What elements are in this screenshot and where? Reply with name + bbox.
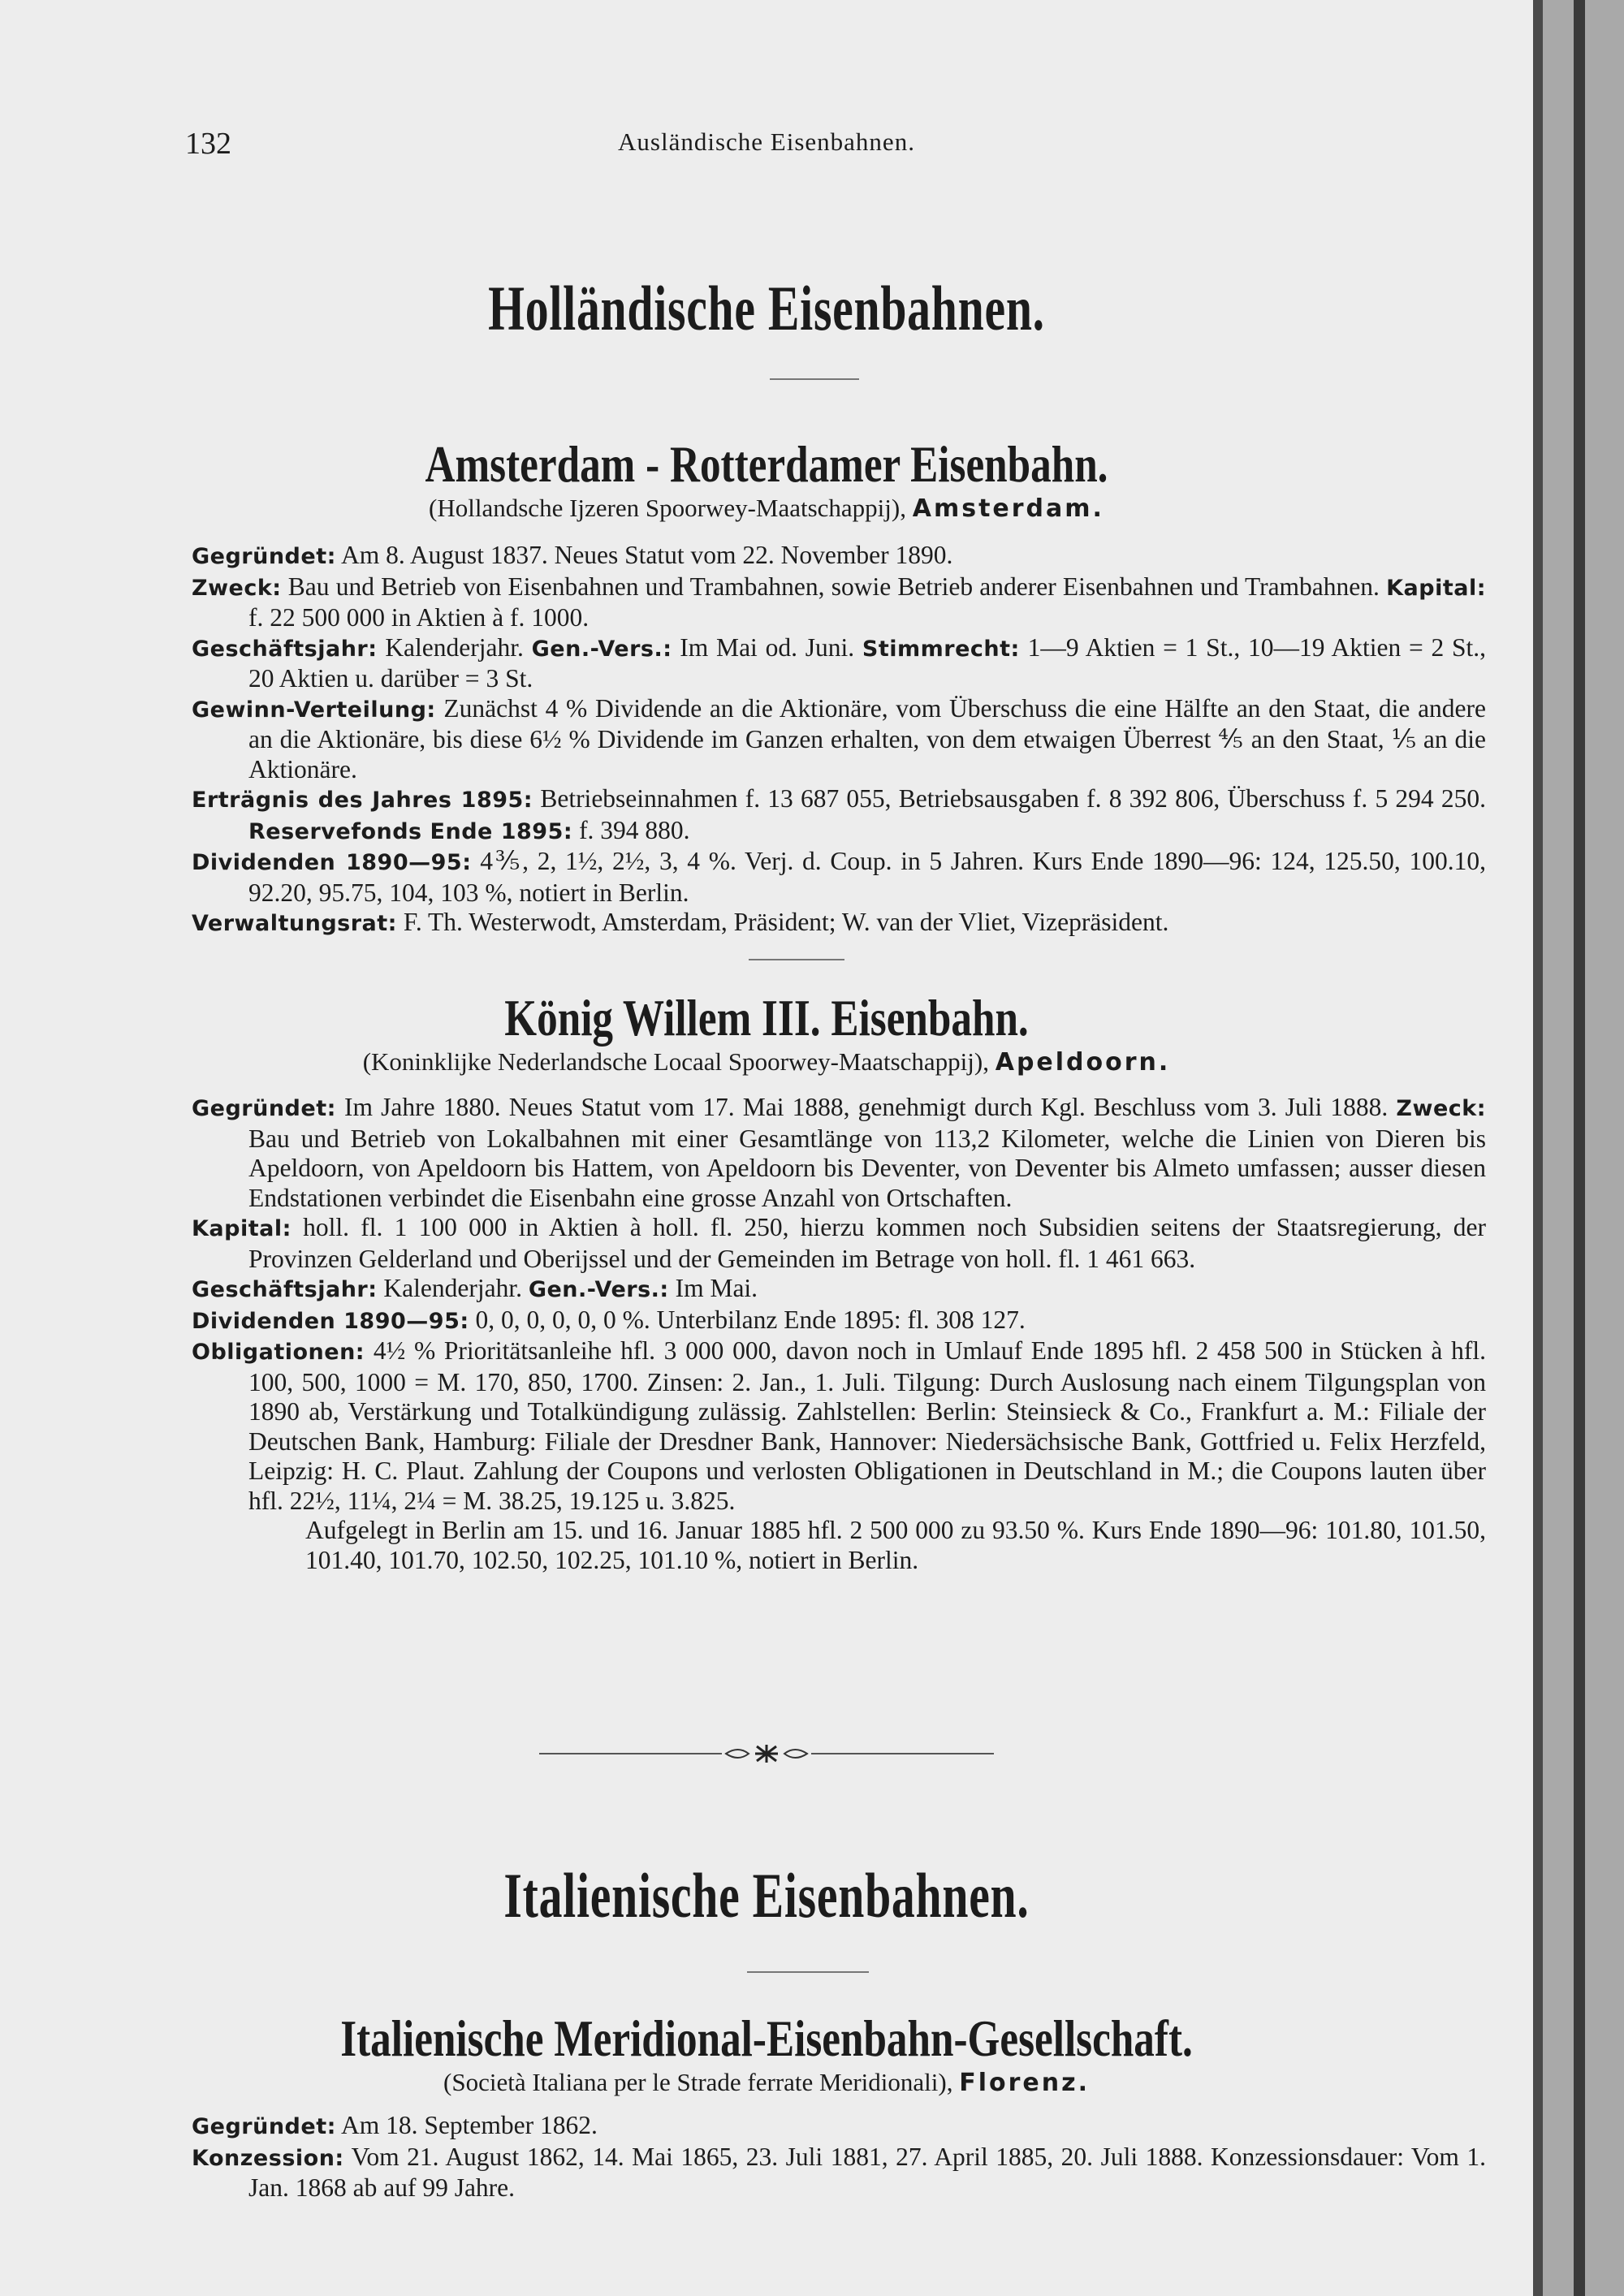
- divider: [747, 1971, 869, 1973]
- entry-line: Dividenden 1890—95: 0, 0, 0, 0, 0, 0 %. Unterbilanz Ende 1895: fl. 308 127.: [192, 1305, 1026, 1334]
- entry-line: Gegründet: Am 18. September 1862.: [192, 2111, 598, 2139]
- company-subtitle: [0, 1047, 1533, 1077]
- divider: [749, 959, 844, 960]
- company-entry: [192, 1093, 1486, 1575]
- official-name: (Hollandsche Ijzeren Spoorwey-Maatschappij),: [429, 494, 906, 522]
- section-title: Holländische Eisenbahnen.: [488, 273, 1045, 343]
- company-entry: [192, 541, 1486, 939]
- company-subtitle: [0, 494, 1533, 523]
- official-name: (Società Italiana per le Strade ferrate Meridionali),: [443, 2068, 953, 2096]
- company-subtitle: [0, 2068, 1533, 2097]
- company-title: Amsterdam - Rotterdamer Eisenbahn.: [425, 435, 1108, 493]
- ornament-icon: [539, 1741, 994, 1766]
- entry-line: Gegründet: Im Jahre 1880. Neues Statut vom 17. Mai 1888, genehmigt durch Kgl. Beschluss vom 3. Juli 1888. Zweck: Bau und Betrieb von Lokalbahnen mit einer Gesamtlänge von 113,2 Kilometer, welche die Linien von Dieren bis Apeldoorn, von Apeldoorn bis Hattem, von Apeldoorn bis Deventer, von Deventer bis Almeto umfassen; ausser diesen Endstationen verbindet die Eisenbahn eine grosse Anzahl von Ortschaften.: [192, 1093, 1487, 1212]
- company-title: Italienische Meridional-Eisenbahn-Gesellschaft.: [340, 2009, 1193, 2067]
- entry-line: Kapital: holl. fl. 1 100 000 in Aktien à holl. fl. 250, hierzu kommen noch Subsidien seitens der Staatsregierung, der Provinzen Gelderland und Oberijssel und der Gemeinden im Betrage von holl. fl. 1 461 663.: [192, 1213, 1487, 1273]
- entry-line: Dividenden 1890—95: 4⅗, 2, 1½, 2½, 3, 4 %. Verj. d. Coup. in 5 Jahren. Kurs Ende 1890—96: 124, 125.50, 100.10, 92.20, 95.75, 104, 103 %, notiert in Berlin.: [192, 847, 1487, 907]
- entry-line: Geschäftsjahr: Kalenderjahr. Gen.-Vers.: Im Mai od. Juni. Stimmrecht: 1—9 Aktien = 1 St., 10—19 Aktien = 2 St., 20 Aktien u. darüber = 3 St.: [192, 632, 1487, 693]
- company-entry: [192, 2111, 1486, 2203]
- entry-line: Konzession: Vom 21. August 1862, 14. Mai 1865, 23. Juli 1881, 27. April 1885, 20. Juli 1888. Konzessionsdauer: Vom 1. Jan. 1868 ab auf 99 Jahre.: [192, 2142, 1486, 2202]
- running-title: Ausländische Eisenbahnen.: [618, 127, 915, 156]
- ornamental-divider: [0, 1741, 1533, 1772]
- entry-line: Obligationen: 4½ % Prioritätsanleihe hfl. 3 000 000, davon noch in Umlauf Ende 1895 hfl. 2 458 500 in Stücken à hfl. 100, 500, 1000 = M. 170, 850, 1700. Zinsen: 2. Jan., 1. Juli. Tilgung: Durch Auslosung nach einem Tilgungsplan von 1890 ab, Verstärkung und Totalkündigung zulässig. Zahlstellen: Berlin: Steinsieck & Co., Frankfurt a. M.: Filiale der Deutschen Bank, Hamburg: Filiale der Dresdner Bank, Hannover: Niedersächsische Bank, Gottfried u. Felix Herzfeld, Leipzig: H. C. Plaut. Zahlung der Coupons und verlosten Obligationen in Deutschland in M.; die Coupons lauten über hfl. 22½, 11¼, 2¼ = M. 38.25, 19.125 u. 3.825.: [192, 1336, 1487, 1515]
- company-place: Apeldoorn.: [995, 1048, 1171, 1077]
- entry-line: Geschäftsjahr: Kalenderjahr. Gen.-Vers.: Im Mai.: [192, 1274, 758, 1302]
- section-title: Italienische Eisenbahnen.: [503, 1860, 1030, 1931]
- company-place: Amsterdam.: [912, 494, 1104, 523]
- entry-line: Erträgnis des Jahres 1895: Betriebseinnahmen f. 13 687 055, Betriebsausgaben f. 8 392 806, Überschuss f. 5 294 250. Reservefonds Ende 1895: f. 394 880.: [192, 784, 1487, 844]
- official-name: (Koninklijke Nederlandsche Locaal Spoorwey-Maatschappij),: [362, 1047, 989, 1076]
- entry-line: Aufgelegt in Berlin am 15. und 16. Januar 1885 hfl. 2 500 000 zu 93.50 %. Kurs Ende 1890—96: 101.80, 101.50, 101.40, 101.70, 102.50, 102.25, 101.10 %, notiert in Berlin.: [305, 1516, 1486, 1574]
- company-title: König Willem III. Eisenbahn.: [504, 989, 1029, 1047]
- divider: [770, 378, 859, 380]
- entry-line: Gegründet: Am 8. August 1837. Neues Statut vom 22. November 1890.: [192, 541, 953, 569]
- company-place: Florenz.: [959, 2069, 1090, 2097]
- page-number: 132: [185, 127, 231, 161]
- scan-edge: [1574, 0, 1585, 2296]
- entry-line: Verwaltungsrat: F. Th. Westerwodt, Amsterdam, Präsident; W. van der Vliet, Vizepräsident.: [192, 908, 1169, 936]
- page-edge-shadow: [1533, 0, 1543, 2296]
- entry-line: Gewinn-Verteilung: Zunächst 4 % Dividende an die Aktionäre, vom Überschuss die eine Hälfte an den Staat, die andere an die Aktionäre, bis diese 6½ % Dividende im Ganzen erhalten, von dem etwaigen Überrest ⅘ an den Staat, ⅕ an die Aktionäre.: [192, 693, 1486, 783]
- entry-line: Zweck: Bau und Betrieb von Eisenbahnen und Trambahnen, sowie Betrieb anderer Eisenbahnen und Trambahnen. Kapital: f. 22 500 000 in Aktien à f. 1000.: [192, 572, 1487, 632]
